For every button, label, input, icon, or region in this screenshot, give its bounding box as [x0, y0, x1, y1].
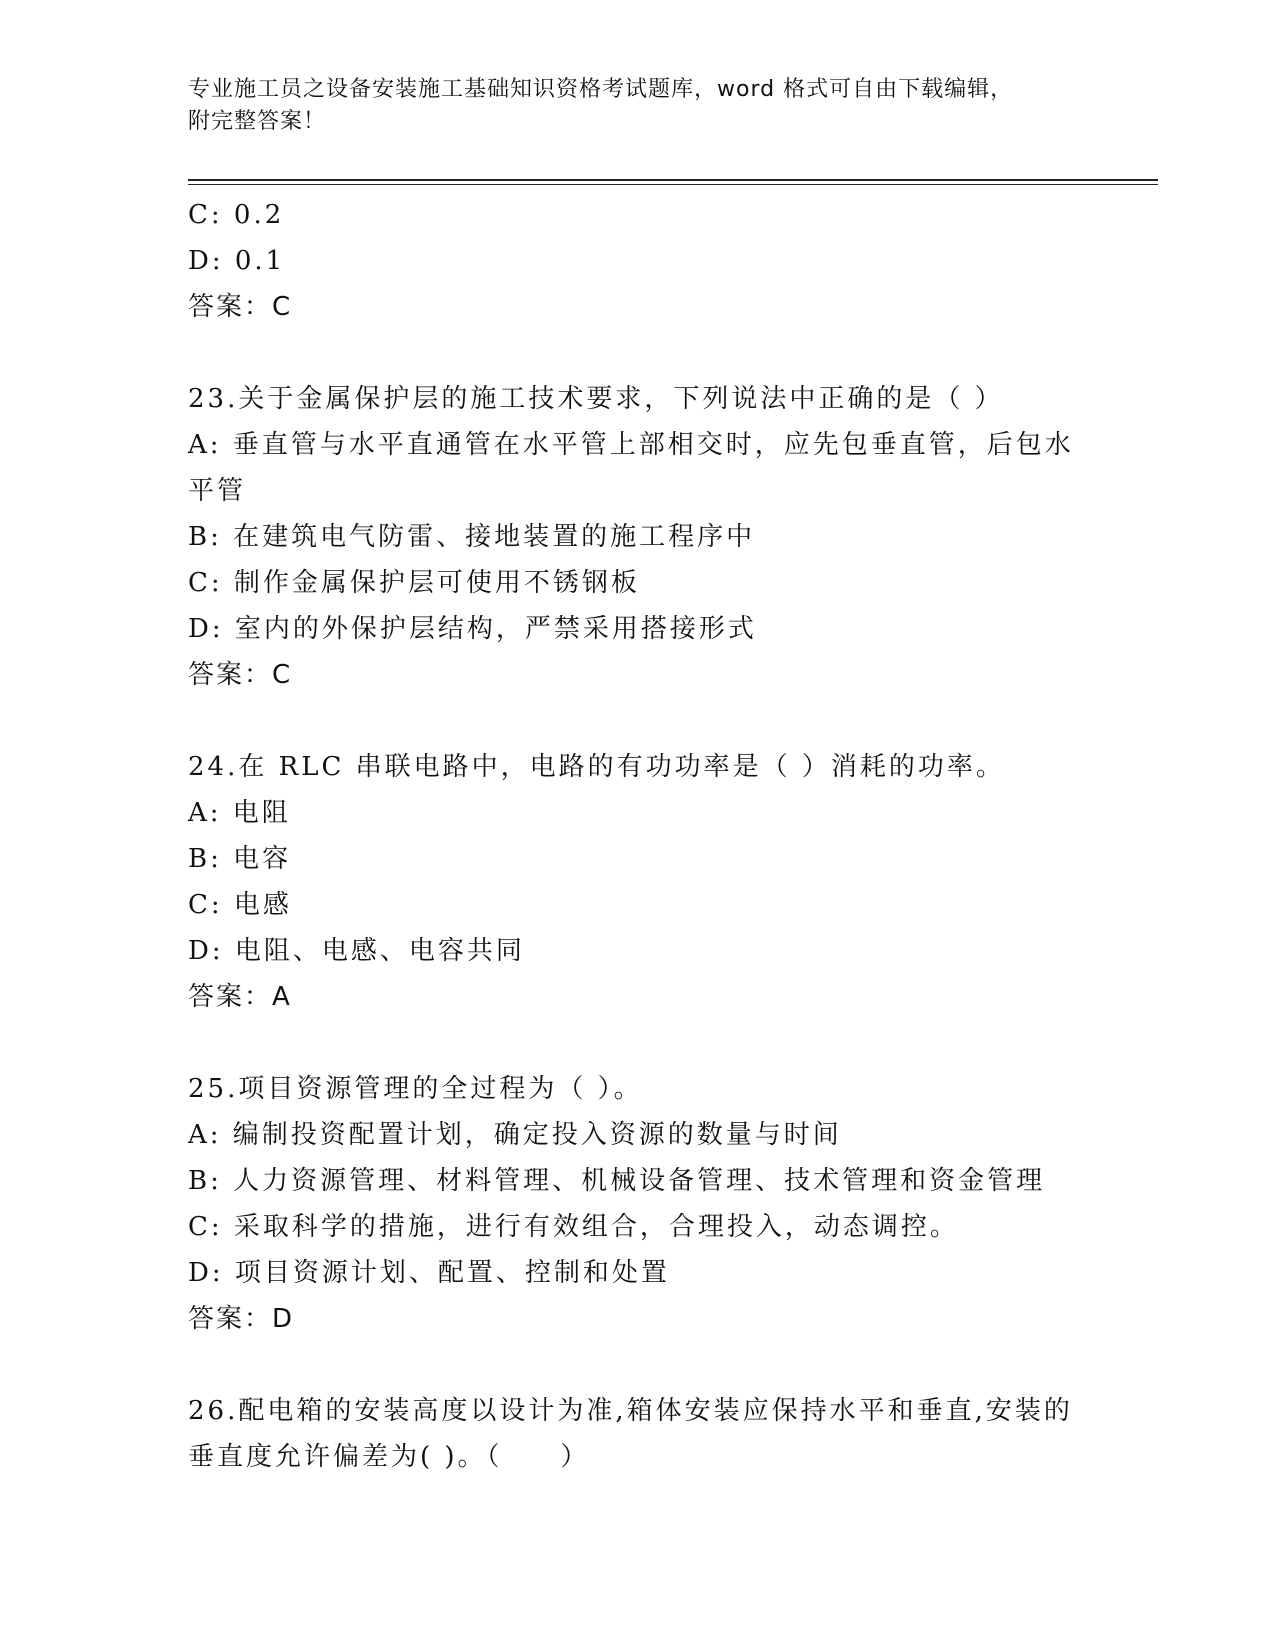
answer-line: 答案：C	[188, 292, 293, 322]
option-b: B: 人力资源管理、材料管理、机械设备管理、技术管理和资金管理	[188, 1166, 1046, 1196]
answer-line: 答案：D	[188, 1304, 295, 1334]
question-text: 23.关于金属保护层的施工技术要求，下列说法中正确的是（ ）	[188, 384, 1004, 414]
question-block-26	[188, 1388, 1088, 1480]
question-block-25	[188, 1066, 1088, 1342]
option-c: C: 电感	[188, 890, 292, 920]
option-d: D: 项目资源计划、配置、控制和处置	[188, 1258, 670, 1288]
option-b: B: 在建筑电气防雷、接地装置的施工程序中	[188, 522, 756, 552]
header-title-line-1: 专业施工员之设备安装施工基础知识资格考试题库，word 格式可自由下载编辑，	[188, 77, 1014, 102]
question-list	[188, 192, 1088, 1480]
spacer	[188, 330, 1088, 376]
question-block-24	[188, 744, 1088, 1020]
header-divider	[188, 179, 1158, 181]
spacer	[188, 698, 1088, 744]
question-block-23	[188, 376, 1088, 698]
question-block-22	[188, 192, 1088, 330]
question-text: 25.项目资源管理的全过程为（ ）。	[188, 1074, 643, 1104]
page-header	[188, 74, 1068, 138]
option-c: C: 制作金属保护层可使用不锈钢板	[188, 568, 640, 598]
option-d: D: 电阻、电感、电容共同	[188, 936, 525, 966]
option-d: D: 室内的外保护层结构，严禁采用搭接形式	[188, 614, 757, 644]
answer-line: 答案：C	[188, 660, 293, 690]
question-text: 24.在 RLC 串联电路中，电路的有功功率是（ ）消耗的功率。	[188, 752, 1005, 782]
spacer	[188, 1020, 1088, 1066]
option-c: C: 采取科学的措施，进行有效组合，合理投入，动态调控。	[188, 1212, 959, 1242]
option-b: B: 电容	[188, 844, 292, 874]
spacer	[188, 1342, 1088, 1388]
question-text-continued: 垂直度允许偏差为( )。（ ）	[188, 1442, 590, 1472]
option-a: A: 垂直管与水平直通管在水平管上部相交时，应先包垂直管，后包水	[188, 430, 1074, 460]
option-a: A: 编制投资配置计划，确定投入资源的数量与时间	[188, 1120, 842, 1150]
option-a-continued: 平管	[188, 476, 247, 506]
option-c: C: 0.2	[188, 200, 285, 230]
question-text: 26.配电箱的安装高度以设计为准,箱体安装应保持水平和垂直,安装的	[188, 1396, 1073, 1426]
option-d: D: 0.1	[188, 246, 286, 276]
header-divider-thin	[188, 184, 1158, 185]
option-a: A: 电阻	[188, 798, 291, 828]
answer-line: 答案：A	[188, 982, 292, 1012]
header-title-line-2: 附完整答案！	[188, 109, 327, 134]
